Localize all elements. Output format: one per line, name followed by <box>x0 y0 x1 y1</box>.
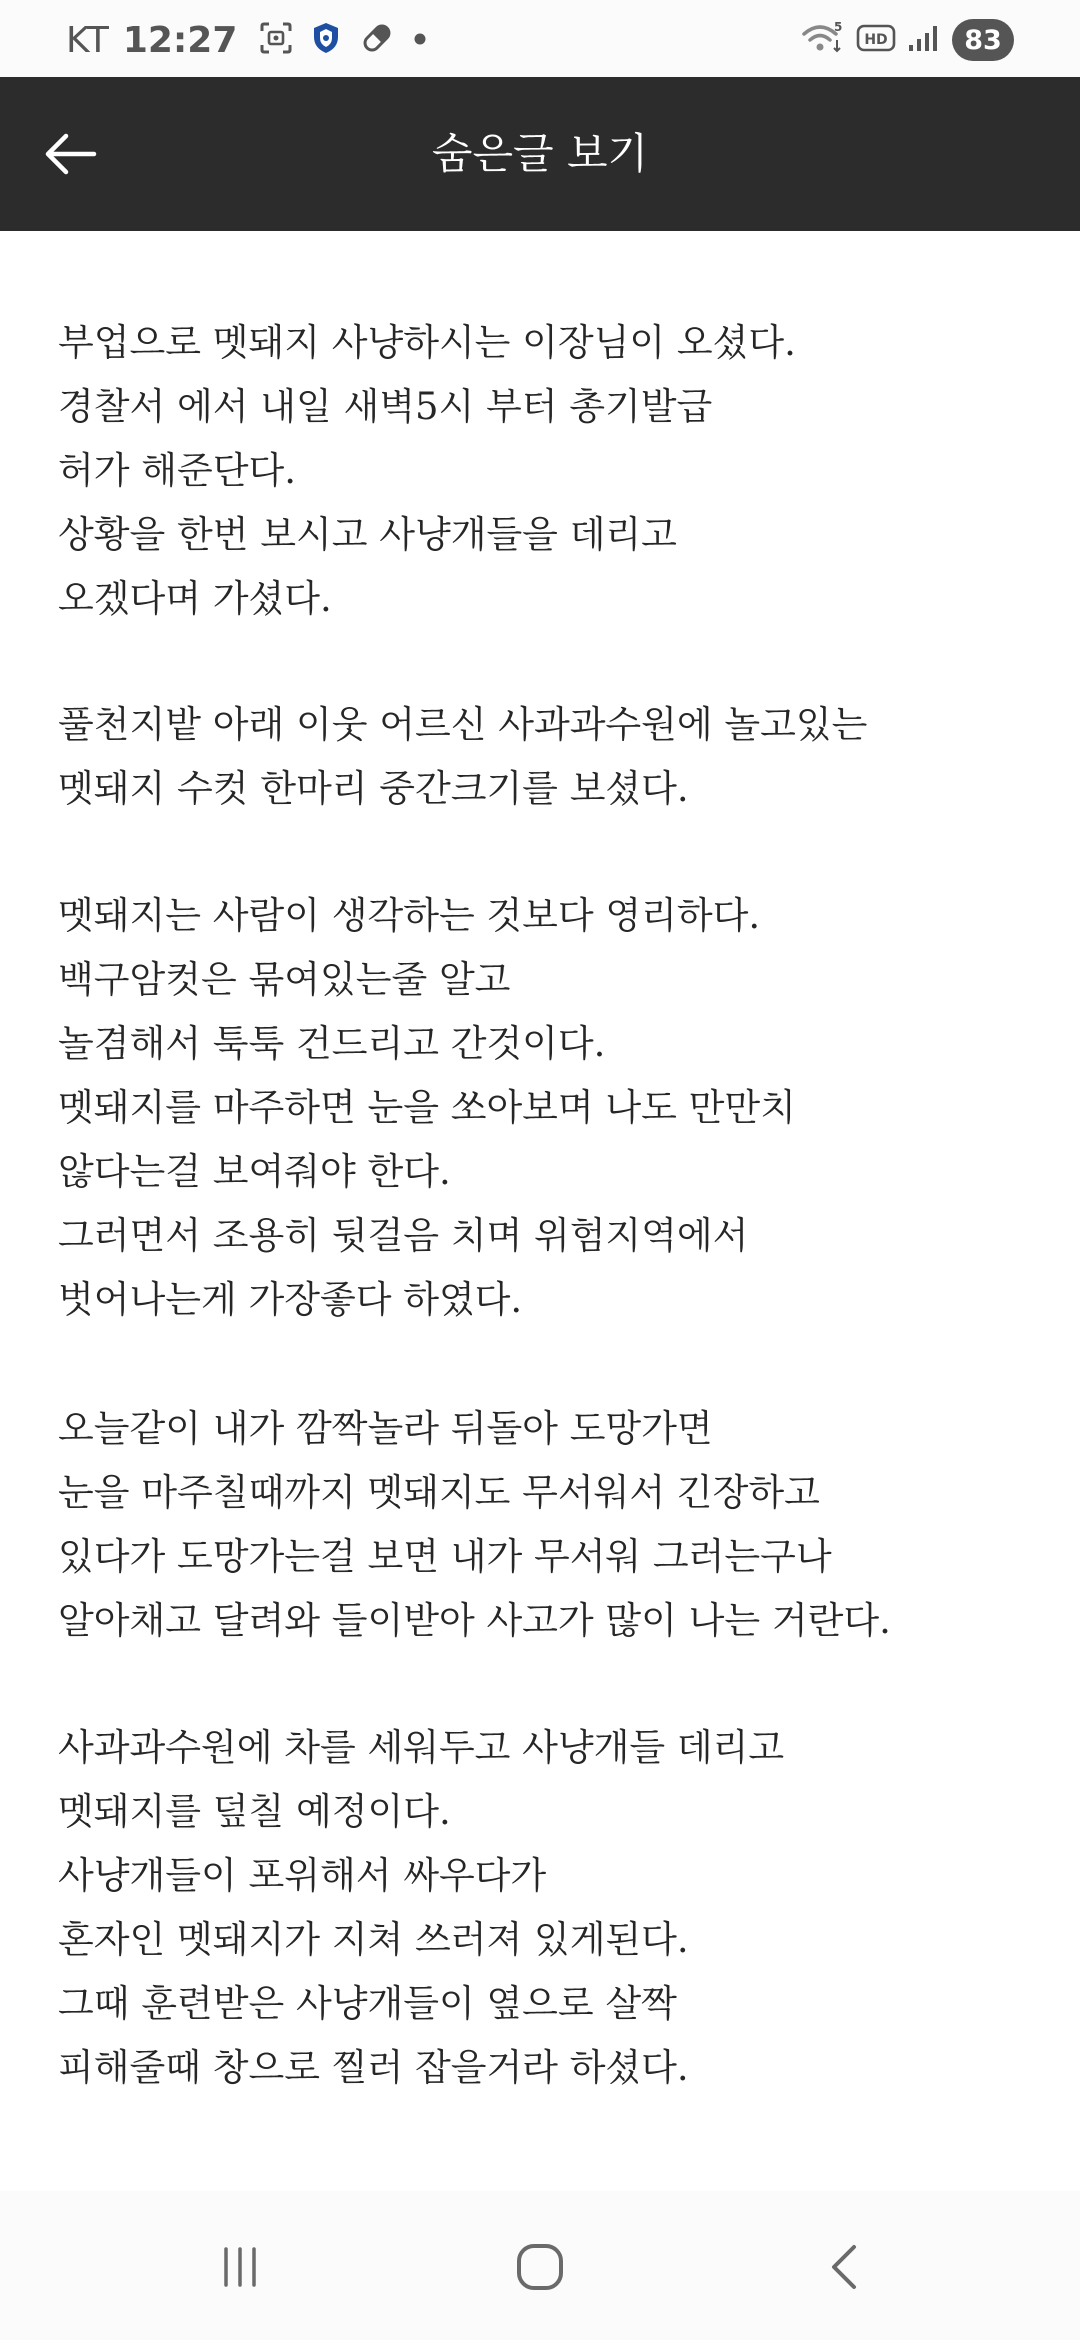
paragraph-5 <box>58 1716 1048 2100</box>
home-button[interactable] <box>500 2227 580 2307</box>
text-line: 혼자인 멧돼지가 지쳐 쓰러져 있게된다. <box>58 1918 689 1961</box>
app-bar <box>0 77 1080 231</box>
text-line: 오늘같이 내가 깜짝놀라 뒤돌아 도망가면 <box>58 1407 713 1450</box>
text-line: 상황을 한번 보시고 사냥개들을 데리고 <box>58 513 677 556</box>
dot-icon <box>413 31 427 50</box>
paragraph-4 <box>58 1397 1048 1653</box>
status-right <box>800 18 1014 62</box>
text-line: 백구암컷은 묶여있는줄 알고 <box>58 958 511 1001</box>
battery-indicator: 83 <box>952 19 1014 61</box>
text-line: 부업으로 멧돼지 사냥하시는 이장님이 오셨다. <box>58 321 796 364</box>
text-line: 놀겸해서 툭툭 건드리고 간것이다. <box>58 1022 606 1065</box>
paragraph-1 <box>58 311 1048 631</box>
clock: 12:27 <box>122 19 238 61</box>
paragraph-3 <box>58 884 1048 1332</box>
signal-icon <box>906 21 940 59</box>
hidden-text-content <box>0 231 1080 2191</box>
text-line: 눈을 마주칠때까지 멧돼지도 무서워서 긴장하고 <box>58 1471 820 1514</box>
recent-apps-icon <box>216 2243 264 2291</box>
text-line: 풀천지밭 아래 이웃 어르신 사과과수원에 놀고있는 <box>58 703 868 746</box>
shield-icon <box>311 21 341 59</box>
paragraph-2 <box>58 693 1048 821</box>
home-icon <box>514 2241 566 2293</box>
text-line: 오겠다며 가셨다. <box>58 577 332 620</box>
pill-icon <box>359 20 395 60</box>
status-left <box>66 18 445 62</box>
text-line: 않다는걸 보여줘야 한다. <box>58 1150 451 1193</box>
text-line: 알아채고 달려와 들이받아 사고가 많이 나는 거란다. <box>58 1599 891 1642</box>
text-line: 벗어나는게 가장좋다 하였다. <box>58 1278 523 1321</box>
text-line: 멧돼지는 사람이 생각하는 것보다 영리하다. <box>58 894 761 937</box>
status-bar <box>0 0 1080 77</box>
text-line: 멧돼지를 마주하면 눈을 쏘아보며 나도 만만치 <box>58 1086 796 1129</box>
carrier-label: KT <box>66 19 109 61</box>
text-line: 그때 훈련받은 사냥개들이 옆으로 살짝 <box>58 1982 677 2025</box>
text-line: 멧돼지 수컷 한마리 중간크기를 보셨다. <box>58 767 689 810</box>
svg-text:5: 5 <box>834 20 843 34</box>
wifi-icon <box>800 20 846 60</box>
svg-text:HD: HD <box>864 32 888 48</box>
text-line: 사냥개들이 포위해서 싸우다가 <box>58 1854 547 1897</box>
system-nav-bar <box>0 2191 1080 2340</box>
screenshot-icon <box>259 21 293 59</box>
text-line: 있다가 도망가는걸 보면 내가 무서워 그러는구나 <box>58 1535 832 1578</box>
page-title: 숨은글 보기 <box>431 129 649 178</box>
hd-icon <box>856 22 896 58</box>
text-line: 피해줄때 창으로 찔러 잡을거라 하셨다. <box>58 2046 689 2089</box>
text-line: 그러면서 조용히 뒷걸음 치며 위험지역에서 <box>58 1214 749 1257</box>
back-icon <box>822 2241 866 2293</box>
recent-apps-button[interactable] <box>200 2227 280 2307</box>
text-line: 사과과수원에 차를 세워두고 사냥개들 데리고 <box>58 1726 785 1769</box>
arrow-left-icon <box>42 132 98 176</box>
text-line: 멧돼지를 덮칠 예정이다. <box>58 1790 451 1833</box>
back-button[interactable] <box>30 117 110 191</box>
text-line: 경찰서 에서 내일 새벽5시 부터 총기발급 <box>58 385 713 428</box>
text-line: 허가 해준단다. <box>58 449 296 492</box>
back-nav-button[interactable] <box>804 2227 884 2307</box>
